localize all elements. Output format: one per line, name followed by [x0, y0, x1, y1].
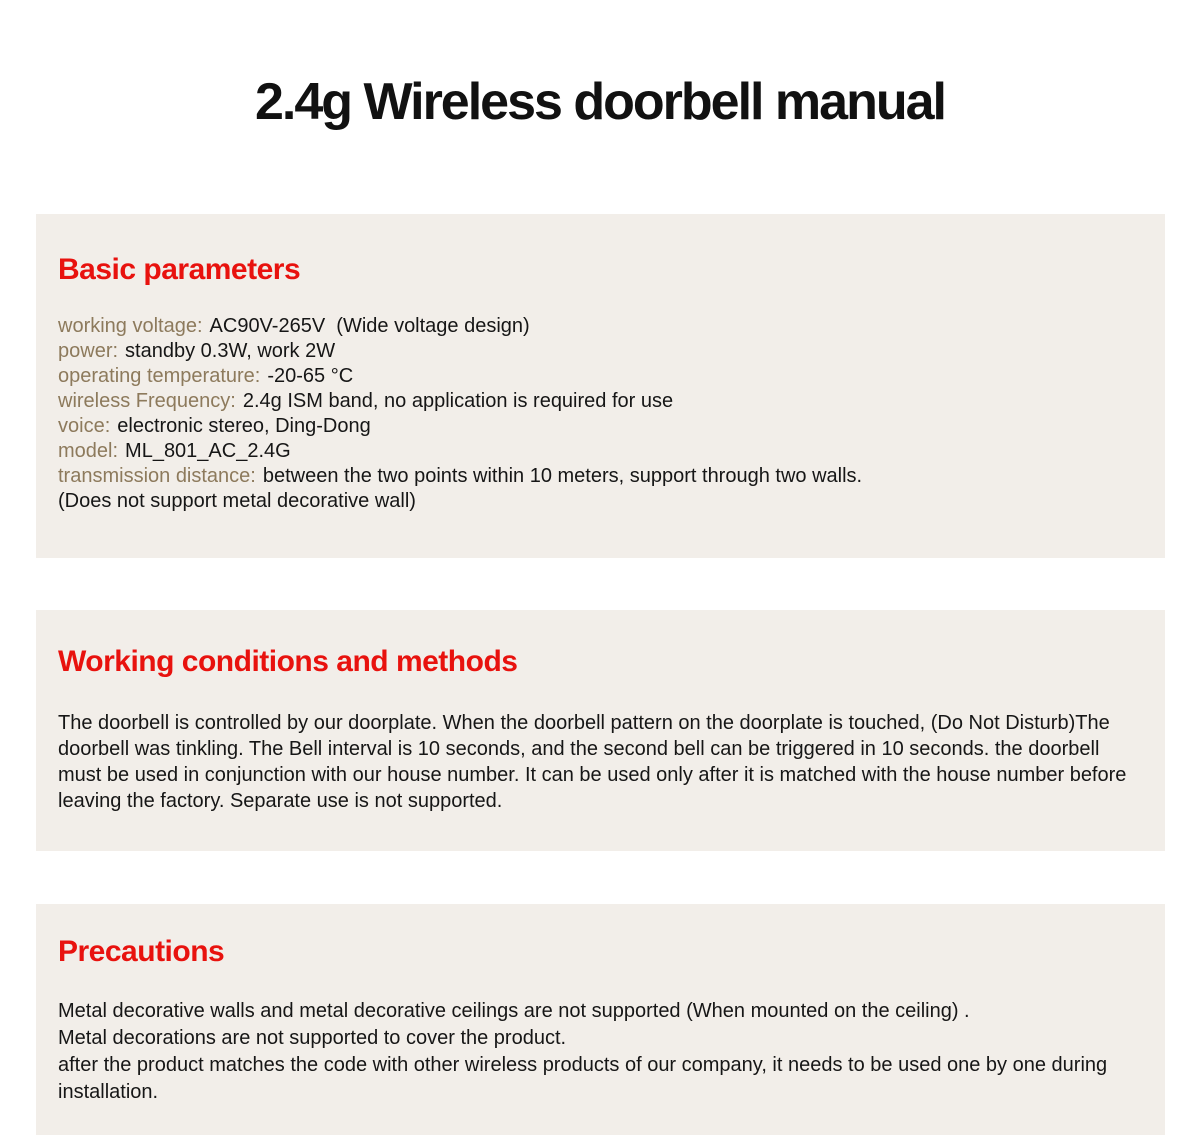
- param-value: standby 0.3W, work 2W: [125, 340, 336, 362]
- precaution-line: Metal decorative walls and metal decorative ceilings are not supported (When mounted on the ceiling) .: [58, 1000, 970, 1022]
- param-label: voice:: [58, 415, 111, 437]
- param-value: -20-65 °C: [267, 365, 354, 387]
- param-working-voltage: [58, 314, 1143, 339]
- precaution-line: after the product matches the code with other wireless products of our company, it needs to be used one by one during installation.: [58, 1054, 1108, 1103]
- param-value: electronic stereo, Ding-Dong: [117, 415, 371, 437]
- precautions-paragraph: [58, 998, 1140, 1106]
- working-conditions-heading: Working conditions and methods: [58, 645, 518, 678]
- param-value: ML_801_AC_2.4G: [125, 440, 291, 462]
- param-transmission-distance: [58, 464, 1143, 489]
- param-label: working voltage:: [58, 315, 203, 337]
- param-label: model:: [58, 440, 119, 462]
- param-label: wireless Frequency:: [58, 390, 236, 412]
- param-operating-temperature: [58, 364, 1143, 389]
- param-label: power:: [58, 340, 119, 362]
- param-value: (Does not support metal decorative wall): [58, 490, 416, 512]
- working-conditions-paragraph: The doorbell is controlled by our doorplate. When the doorbell pattern on the doorplate is touched, (Do Not Disturb)The doorbell was tinkling. The Bell interval is 10 seconds, and the second bell can be triggered in 10 seconds. the doorbell must be used in conjunction with our house number. It can be used only after it is matched with the house number before leaving the factory. Separate use is not supported.: [58, 712, 1127, 812]
- param-voice: [58, 414, 1143, 439]
- param-label: operating temperature:: [58, 365, 261, 387]
- basic-parameters-list: [58, 314, 1143, 514]
- param-metal-wall-note: [58, 489, 1143, 514]
- param-value: between the two points within 10 meters, support through two walls.: [262, 465, 863, 487]
- section-precautions: [36, 904, 1165, 1135]
- section-basic-parameters: [36, 214, 1165, 558]
- param-model: [58, 439, 1143, 464]
- param-label: transmission distance:: [58, 465, 256, 487]
- param-value: AC90V-265V (Wide voltage design): [209, 315, 530, 337]
- param-power: [58, 339, 1143, 364]
- page-title: 2.4g Wireless doorbell manual: [255, 73, 945, 131]
- precaution-line: Metal decorations are not supported to cover the product.: [58, 1027, 567, 1049]
- basic-parameters-heading: Basic parameters: [58, 253, 301, 286]
- precautions-heading: Precautions: [58, 935, 225, 968]
- param-wireless-frequency: [58, 389, 1143, 414]
- section-working-conditions: [36, 610, 1165, 851]
- param-value: 2.4g ISM band, no application is required for use: [242, 390, 674, 412]
